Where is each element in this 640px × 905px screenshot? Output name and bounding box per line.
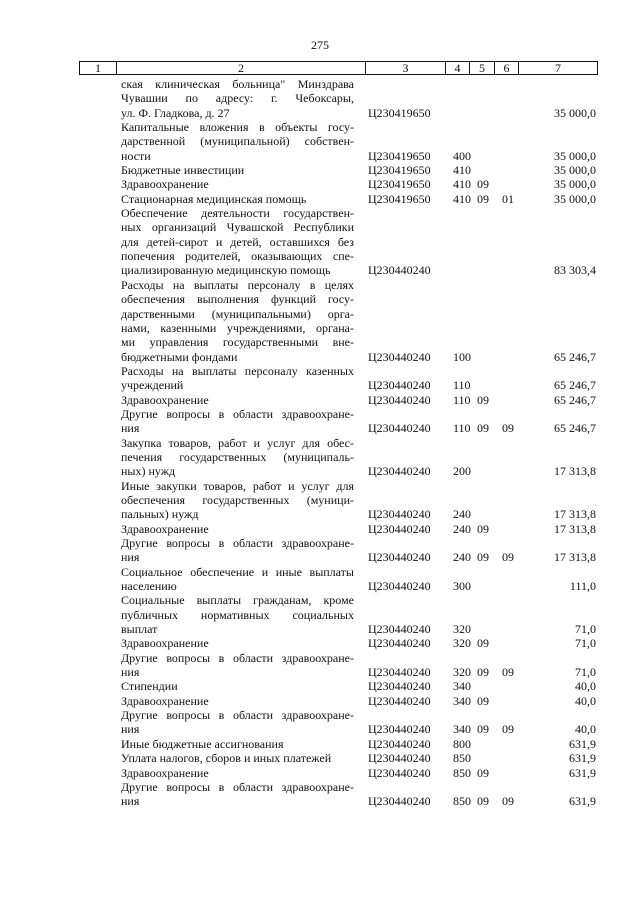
- row-amount: 631,9: [569, 751, 596, 766]
- table-row: [0, 708, 640, 737]
- row-expense-type: 100: [453, 349, 471, 364]
- row-name: [121, 77, 354, 120]
- row-code: Ц230419650: [368, 163, 431, 178]
- row-amount: 35 000,0: [554, 105, 596, 120]
- table-row: [0, 651, 640, 680]
- row-name-line: Другие вопросы в области здравоохране-: [121, 650, 354, 665]
- table-row: [0, 522, 640, 536]
- row-name-line: ния: [121, 794, 140, 809]
- row-expense-type: 850: [453, 794, 471, 809]
- row-code: Ц230440240: [368, 765, 431, 780]
- row-expense-type: 410: [453, 177, 471, 192]
- row-expense-type: 320: [453, 622, 471, 637]
- row-name-line: выплат: [121, 622, 158, 637]
- row-name-line: Другие вопросы в области здравоохране-: [121, 708, 354, 723]
- row-code: Ц230440240: [368, 736, 431, 751]
- row-code: Ц230440240: [368, 636, 431, 651]
- row-subsection: 09: [502, 722, 514, 737]
- row-section: 09: [477, 550, 489, 565]
- row-name-line: обеспечения государственных (муници-: [121, 492, 354, 507]
- row-code: Ц230419650: [368, 191, 431, 206]
- table-row: [0, 536, 640, 565]
- table-row: [0, 278, 640, 364]
- row-name-line: ния: [121, 722, 140, 737]
- row-amount: 631,9: [569, 765, 596, 780]
- row-name: [121, 751, 354, 765]
- row-name: [121, 694, 354, 708]
- table-row: [0, 407, 640, 436]
- row-name: [121, 651, 354, 680]
- row-amount: 17 313,8: [554, 464, 596, 479]
- row-name-line: Расходы на выплаты персоналу в целях: [121, 277, 354, 292]
- row-expense-type: 110: [453, 421, 471, 436]
- row-name: [121, 120, 354, 163]
- row-section: 09: [477, 521, 489, 536]
- row-code: Ц230440240: [368, 421, 431, 436]
- row-name: [121, 593, 354, 636]
- row-expense-type: 320: [453, 665, 471, 680]
- row-name-line: дарственной (муниципальной) собствен-: [121, 134, 354, 149]
- header-col-1: 1: [80, 62, 117, 74]
- row-amount: 17 313,8: [554, 550, 596, 565]
- row-section: 09: [477, 794, 489, 809]
- row-name-line: Другие вопросы в области здравоохране-: [121, 406, 354, 421]
- row-subsection: 09: [502, 550, 514, 565]
- table-row: [0, 737, 640, 751]
- row-name-line: пальных) нужд: [121, 507, 199, 522]
- row-expense-type: 300: [453, 579, 471, 594]
- row-name: [121, 536, 354, 565]
- row-name-line: ул. Ф. Гладкова, д. 27: [121, 105, 230, 120]
- row-name-line: ская клиническая больница" Минздрава: [121, 77, 354, 91]
- row-expense-type: 850: [453, 765, 471, 780]
- row-expense-type: 800: [453, 736, 471, 751]
- table-row: [0, 694, 640, 708]
- header-col-7: 7: [555, 61, 561, 75]
- row-name-line: ния: [121, 550, 140, 565]
- header-col-3: 3: [366, 62, 446, 74]
- row-amount: 71,0: [575, 622, 596, 637]
- row-code: Ц230440240: [368, 693, 431, 708]
- table-header: [79, 61, 598, 75]
- row-name-line: Здравоохранение: [121, 392, 209, 407]
- row-name-line: Стипендии: [121, 679, 178, 694]
- row-expense-type: 200: [453, 464, 471, 479]
- table-row: [0, 364, 640, 393]
- row-expense-type: 320: [453, 636, 471, 651]
- table-row: [0, 751, 640, 765]
- row-amount: 40,0: [575, 722, 596, 737]
- row-name: [121, 278, 354, 364]
- row-amount: 71,0: [575, 665, 596, 680]
- row-subsection: 01: [502, 191, 514, 206]
- row-name-line: обеспечения выполнения функций госу-: [121, 292, 354, 307]
- row-amount: 631,9: [569, 736, 596, 751]
- row-name-line: печения государственных (муниципаль-: [121, 449, 354, 464]
- table-row: [0, 120, 640, 163]
- table-row: [0, 565, 640, 594]
- row-amount: 71,0: [575, 636, 596, 651]
- row-section: 09: [477, 421, 489, 436]
- table-row: [0, 636, 640, 650]
- row-name-line: попечения родителей, оказывающих спе-: [121, 249, 354, 264]
- row-name: [121, 364, 354, 393]
- row-name-line: учреждений: [121, 378, 184, 393]
- row-expense-type: 410: [453, 191, 471, 206]
- table-row: [0, 766, 640, 780]
- row-subsection: 09: [502, 421, 514, 436]
- row-section: 09: [477, 177, 489, 192]
- row-name-line: Обеспечение деятельности государствен-: [121, 206, 354, 221]
- row-code: Ц230440240: [368, 464, 431, 479]
- row-name: [121, 479, 354, 522]
- row-amount: 631,9: [569, 794, 596, 809]
- row-name-line: Бюджетные инвестиции: [121, 163, 245, 178]
- row-expense-type: 110: [453, 378, 471, 393]
- header-col-4: 4: [446, 62, 470, 74]
- row-section: 09: [477, 765, 489, 780]
- row-code: Ц230440240: [368, 349, 431, 364]
- row-expense-type: 110: [453, 392, 471, 407]
- row-name-line: публичных нормативных социальных: [121, 607, 354, 622]
- row-section: 09: [477, 392, 489, 407]
- row-amount: 65 246,7: [554, 378, 596, 393]
- row-name: [121, 780, 354, 809]
- table-row: [0, 206, 640, 278]
- row-name-line: Здравоохранение: [121, 521, 209, 536]
- row-name-line: Закупка товаров, работ и услуг для обес-: [121, 435, 354, 450]
- row-name-line: нами, казенными учреждениями, органа-: [121, 320, 354, 335]
- row-name-line: Другие вопросы в области здравоохране-: [121, 536, 354, 550]
- row-name-line: бюджетными фондами: [121, 349, 238, 364]
- row-name: [121, 636, 354, 650]
- row-name-line: Здравоохранение: [121, 693, 209, 708]
- row-code: Ц230440240: [368, 378, 431, 393]
- page-number: 275: [311, 38, 329, 52]
- row-code: Ц230440240: [368, 665, 431, 680]
- row-expense-type: 410: [453, 163, 471, 178]
- row-code: Ц230440240: [368, 579, 431, 594]
- row-expense-type: 850: [453, 751, 471, 766]
- row-code: Ц230440240: [368, 507, 431, 522]
- header-col-2: 2: [117, 62, 366, 74]
- row-code: Ц230419650: [368, 148, 431, 163]
- row-section: 09: [477, 665, 489, 680]
- row-amount: 65 246,7: [554, 421, 596, 436]
- row-code: Ц230440240: [368, 392, 431, 407]
- table-row: [0, 177, 640, 191]
- header-col-5: 5: [470, 62, 495, 74]
- row-name-line: ния: [121, 665, 140, 680]
- row-name-line: Чувашии по адресу: г. Чебоксары,: [121, 91, 354, 106]
- row-amount: 35 000,0: [554, 191, 596, 206]
- row-code: Ц230440240: [368, 722, 431, 737]
- row-name-line: ния: [121, 421, 140, 436]
- row-code: Ц230440240: [368, 794, 431, 809]
- row-name: [121, 679, 354, 693]
- row-subsection: 09: [502, 794, 514, 809]
- row-code: Ц230440240: [368, 622, 431, 637]
- row-expense-type: 400: [453, 148, 471, 163]
- row-name: [121, 737, 354, 751]
- row-name-line: Уплата налогов, сборов и иных платежей: [121, 751, 332, 766]
- row-name-line: Капитальные вложения в объекты госу-: [121, 120, 354, 135]
- row-code: Ц230440240: [368, 751, 431, 766]
- row-name-line: Здравоохранение: [121, 765, 209, 780]
- row-code: Ц230440240: [368, 550, 431, 565]
- table-row: [0, 679, 640, 693]
- row-amount: 35 000,0: [554, 177, 596, 192]
- row-name-line: населению: [121, 579, 177, 594]
- table-body: [0, 77, 640, 809]
- row-name: [121, 766, 354, 780]
- row-name-line: ных) нужд: [121, 464, 176, 479]
- row-name-line: Здравоохранение: [121, 177, 209, 192]
- row-expense-type: 240: [453, 521, 471, 536]
- row-name-line: Расходы на выплаты персоналу казенных: [121, 363, 354, 378]
- table-row: [0, 593, 640, 636]
- row-code: Ц230440240: [368, 521, 431, 536]
- row-expense-type: 240: [453, 550, 471, 565]
- row-code: Ц230419650: [368, 105, 431, 120]
- row-amount: 17 313,8: [554, 521, 596, 536]
- row-code: Ц230440240: [368, 679, 431, 694]
- row-expense-type: 340: [453, 693, 471, 708]
- row-name-line: циализированную медицинскую помощь: [121, 263, 331, 278]
- row-name: [121, 708, 354, 737]
- table-row: [0, 436, 640, 479]
- row-name-line: Иные бюджетные ассигнования: [121, 736, 284, 751]
- row-name-line: ми управления государственными вне-: [121, 335, 354, 350]
- row-name-line: Другие вопросы в области здравоохране-: [121, 779, 354, 794]
- table-row: [0, 393, 640, 407]
- row-name-line: Социальное обеспечение и иные выплаты: [121, 564, 354, 579]
- row-amount: 65 246,7: [554, 349, 596, 364]
- row-name: [121, 206, 354, 278]
- row-name-line: ности: [121, 148, 151, 163]
- table-row: [0, 77, 640, 120]
- row-amount: 40,0: [575, 693, 596, 708]
- row-name-line: для детей-сирот и детей, оставшихся без: [121, 234, 354, 249]
- table-row: [0, 163, 640, 177]
- row-section: 09: [477, 722, 489, 737]
- row-amount: 35 000,0: [554, 163, 596, 178]
- table-row: [0, 479, 640, 522]
- row-amount: 35 000,0: [554, 148, 596, 163]
- row-name-line: Здравоохранение: [121, 636, 209, 651]
- row-code: Ц230440240: [368, 263, 431, 278]
- row-expense-type: 340: [453, 722, 471, 737]
- row-name: [121, 522, 354, 536]
- table-row: [0, 192, 640, 206]
- row-subsection: 09: [502, 665, 514, 680]
- row-name-line: Стационарная медицинская помощь: [121, 191, 307, 206]
- row-code: Ц230419650: [368, 177, 431, 192]
- row-section: 09: [477, 693, 489, 708]
- row-name-line: ных организаций Чувашской Республики: [121, 220, 354, 235]
- row-expense-type: 340: [453, 679, 471, 694]
- row-name: [121, 565, 354, 594]
- row-name: [121, 393, 354, 407]
- row-name: [121, 407, 354, 436]
- row-name: [121, 436, 354, 479]
- row-amount: 111,0: [569, 579, 596, 594]
- table-row: [0, 780, 640, 809]
- row-name: [121, 192, 354, 206]
- row-amount: 83 303,4: [554, 263, 596, 278]
- row-name-line: Социальные выплаты гражданам, кроме: [121, 593, 354, 608]
- row-name: [121, 163, 354, 177]
- row-name-line: Иные закупки товаров, работ и услуг для: [121, 478, 354, 493]
- row-expense-type: 240: [453, 507, 471, 522]
- row-amount: 17 313,8: [554, 507, 596, 522]
- header-col-6: 6: [495, 62, 519, 74]
- row-amount: 65 246,7: [554, 392, 596, 407]
- row-section: 09: [477, 191, 489, 206]
- row-name-line: дарственными (муниципальными) орга-: [121, 306, 354, 321]
- row-amount: 40,0: [575, 679, 596, 694]
- row-section: 09: [477, 636, 489, 651]
- row-name: [121, 177, 354, 191]
